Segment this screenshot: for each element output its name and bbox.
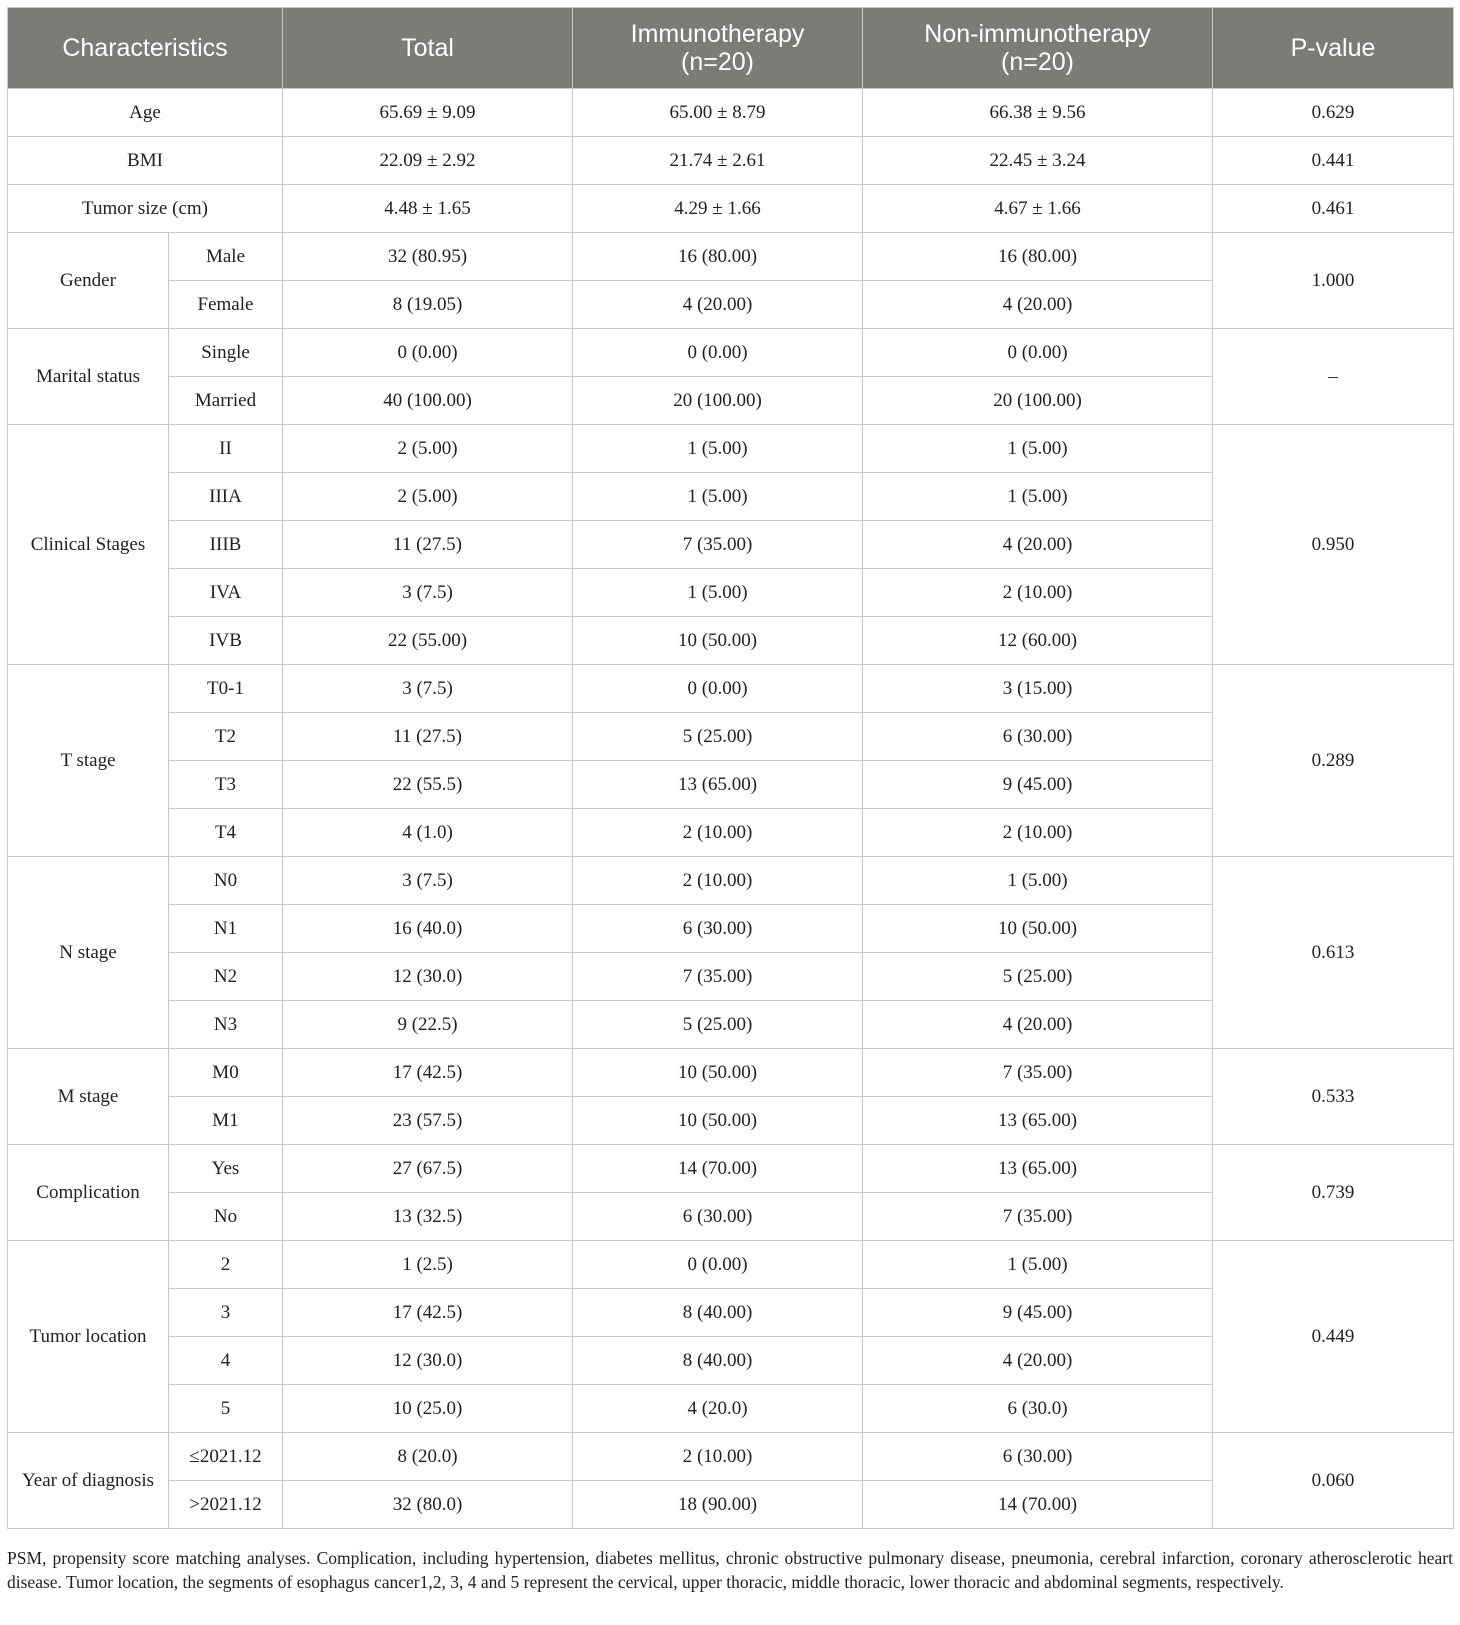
cell-non-immunotherapy: 4.67 ± 1.66 <box>863 185 1213 233</box>
cell-immunotherapy: 14 (70.00) <box>573 1145 863 1193</box>
cell-non-immunotherapy: 14 (70.00) <box>863 1481 1213 1529</box>
cell-immunotherapy: 18 (90.00) <box>573 1481 863 1529</box>
cell-p-value: 0.613 <box>1213 857 1454 1049</box>
cell-total: 8 (19.05) <box>283 281 573 329</box>
cell-p-value: 0.449 <box>1213 1241 1454 1433</box>
cell-immunotherapy: 13 (65.00) <box>573 761 863 809</box>
cell-non-immunotherapy: 2 (10.00) <box>863 809 1213 857</box>
subgroup-label: N1 <box>169 905 283 953</box>
group-label: Year of diagnosis <box>8 1433 169 1529</box>
subgroup-label: Married <box>169 377 283 425</box>
cell-immunotherapy: 7 (35.00) <box>573 953 863 1001</box>
cell-non-immunotherapy: 9 (45.00) <box>863 761 1213 809</box>
cell-immunotherapy: 21.74 ± 2.61 <box>573 137 863 185</box>
cell-total: 12 (30.0) <box>283 1337 573 1385</box>
cell-non-immunotherapy: 12 (60.00) <box>863 617 1213 665</box>
cell-non-immunotherapy: 4 (20.00) <box>863 1337 1213 1385</box>
cell-non-immunotherapy: 4 (20.00) <box>863 1001 1213 1049</box>
cell-total: 32 (80.95) <box>283 233 573 281</box>
cell-non-immunotherapy: 13 (65.00) <box>863 1145 1213 1193</box>
group-label: Tumor location <box>8 1241 169 1433</box>
header-non-immunotherapy-line1: Non-immunotherapy <box>924 20 1151 48</box>
subgroup-label: Female <box>169 281 283 329</box>
subgroup-label: N2 <box>169 953 283 1001</box>
cell-total: 12 (30.0) <box>283 953 573 1001</box>
subgroup-label: T3 <box>169 761 283 809</box>
characteristics-table-container <box>7 7 1453 1529</box>
subgroup-label: ≤2021.12 <box>169 1433 283 1481</box>
subgroup-label: 4 <box>169 1337 283 1385</box>
header-non-immunotherapy-line2: (n=20) <box>1001 48 1074 76</box>
table-row <box>8 329 1454 377</box>
cell-non-immunotherapy: 4 (20.00) <box>863 521 1213 569</box>
group-label: Gender <box>8 233 169 329</box>
cell-immunotherapy: 6 (30.00) <box>573 905 863 953</box>
cell-immunotherapy: 5 (25.00) <box>573 1001 863 1049</box>
group-label: T stage <box>8 665 169 857</box>
subgroup-label: IVA <box>169 569 283 617</box>
cell-p-value: 0.739 <box>1213 1145 1454 1241</box>
cell-p-value: 0.950 <box>1213 425 1454 665</box>
cell-immunotherapy: 4 (20.00) <box>573 281 863 329</box>
cell-total: 17 (42.5) <box>283 1049 573 1097</box>
cell-total: 4 (1.0) <box>283 809 573 857</box>
table-footnote: PSM, propensity score matching analyses. Complication, including hypertension, diabetes mellitus, chronic obstructive pulmonary disease, pneumonia, cerebral infarction, coronary atherosclerotic heart disease. Tumor location, the segments of esophagus cancer1,2, 3, 4 and 5 represent the cervical, upper thoracic, middle thoracic, lower thoracic and abdominal segments, respectively. <box>7 1548 1453 1592</box>
cell-total: 16 (40.0) <box>283 905 573 953</box>
header-row <box>8 8 1454 89</box>
subgroup-label: No <box>169 1193 283 1241</box>
cell-total: 9 (22.5) <box>283 1001 573 1049</box>
table-row <box>8 425 1454 473</box>
cell-non-immunotherapy: 22.45 ± 3.24 <box>863 137 1213 185</box>
cell-total: 8 (20.0) <box>283 1433 573 1481</box>
subgroup-label: 2 <box>169 1241 283 1289</box>
cell-p-value: 0.461 <box>1213 185 1454 233</box>
cell-total: 4.48 ± 1.65 <box>283 185 573 233</box>
cell-p-value: – <box>1213 329 1454 425</box>
subgroup-label: IIIA <box>169 473 283 521</box>
subgroup-label: II <box>169 425 283 473</box>
subgroup-label: Yes <box>169 1145 283 1193</box>
cell-immunotherapy: 10 (50.00) <box>573 617 863 665</box>
table-header <box>8 8 1454 89</box>
cell-non-immunotherapy: 1 (5.00) <box>863 857 1213 905</box>
cell-total: 10 (25.0) <box>283 1385 573 1433</box>
cell-total: 32 (80.0) <box>283 1481 573 1529</box>
cell-immunotherapy: 8 (40.00) <box>573 1289 863 1337</box>
subgroup-label: T4 <box>169 809 283 857</box>
cell-immunotherapy: 8 (40.00) <box>573 1337 863 1385</box>
header-immunotherapy-line1: Immunotherapy <box>630 20 805 48</box>
cell-immunotherapy: 10 (50.00) <box>573 1049 863 1097</box>
cell-immunotherapy: 65.00 ± 8.79 <box>573 89 863 137</box>
cell-total: 3 (7.5) <box>283 665 573 713</box>
subgroup-label: M1 <box>169 1097 283 1145</box>
cell-non-immunotherapy: 1 (5.00) <box>863 425 1213 473</box>
cell-p-value: 0.289 <box>1213 665 1454 857</box>
subgroup-label: 5 <box>169 1385 283 1433</box>
cell-non-immunotherapy: 3 (15.00) <box>863 665 1213 713</box>
subgroup-label: Single <box>169 329 283 377</box>
subgroup-label: T2 <box>169 713 283 761</box>
table-row <box>8 1145 1454 1193</box>
cell-non-immunotherapy: 2 (10.00) <box>863 569 1213 617</box>
table-row <box>8 1241 1454 1289</box>
cell-non-immunotherapy: 7 (35.00) <box>863 1049 1213 1097</box>
subgroup-label: 3 <box>169 1289 283 1337</box>
cell-immunotherapy: 0 (0.00) <box>573 1241 863 1289</box>
cell-total: 27 (67.5) <box>283 1145 573 1193</box>
header-total: Total <box>283 8 573 89</box>
cell-total: 2 (5.00) <box>283 425 573 473</box>
cell-immunotherapy: 16 (80.00) <box>573 233 863 281</box>
cell-immunotherapy: 1 (5.00) <box>573 569 863 617</box>
cell-non-immunotherapy: 1 (5.00) <box>863 1241 1213 1289</box>
cell-non-immunotherapy: 10 (50.00) <box>863 905 1213 953</box>
cell-p-value: 0.533 <box>1213 1049 1454 1145</box>
cell-total: 13 (32.5) <box>283 1193 573 1241</box>
group-label: M stage <box>8 1049 169 1145</box>
cell-non-immunotherapy: 6 (30.0) <box>863 1385 1213 1433</box>
cell-immunotherapy: 6 (30.00) <box>573 1193 863 1241</box>
table-row <box>8 89 1454 137</box>
cell-non-immunotherapy: 6 (30.00) <box>863 713 1213 761</box>
cell-p-value: 0.060 <box>1213 1433 1454 1529</box>
cell-total: 22 (55.5) <box>283 761 573 809</box>
cell-non-immunotherapy: 5 (25.00) <box>863 953 1213 1001</box>
cell-non-immunotherapy: 66.38 ± 9.56 <box>863 89 1213 137</box>
table-body <box>8 89 1454 1529</box>
cell-non-immunotherapy: 0 (0.00) <box>863 329 1213 377</box>
table-row <box>8 185 1454 233</box>
cell-p-value: 0.629 <box>1213 89 1454 137</box>
cell-total: 22 (55.00) <box>283 617 573 665</box>
cell-non-immunotherapy: 4 (20.00) <box>863 281 1213 329</box>
cell-immunotherapy: 5 (25.00) <box>573 713 863 761</box>
cell-immunotherapy: 10 (50.00) <box>573 1097 863 1145</box>
header-characteristics: Characteristics <box>8 8 283 89</box>
cell-immunotherapy: 2 (10.00) <box>573 1433 863 1481</box>
cell-immunotherapy: 1 (5.00) <box>573 473 863 521</box>
cell-non-immunotherapy: 13 (65.00) <box>863 1097 1213 1145</box>
cell-non-immunotherapy: 20 (100.00) <box>863 377 1213 425</box>
subgroup-label: N3 <box>169 1001 283 1049</box>
cell-total: 11 (27.5) <box>283 713 573 761</box>
table-row <box>8 857 1454 905</box>
cell-total: 2 (5.00) <box>283 473 573 521</box>
table-row <box>8 137 1454 185</box>
cell-total: 40 (100.00) <box>283 377 573 425</box>
table-row <box>8 665 1454 713</box>
row-label: Tumor size (cm) <box>8 185 283 233</box>
cell-immunotherapy: 0 (0.00) <box>573 665 863 713</box>
cell-p-value: 0.441 <box>1213 137 1454 185</box>
cell-immunotherapy: 4 (20.0) <box>573 1385 863 1433</box>
table-row <box>8 1049 1454 1097</box>
group-label: N stage <box>8 857 169 1049</box>
cell-immunotherapy: 20 (100.00) <box>573 377 863 425</box>
cell-non-immunotherapy: 9 (45.00) <box>863 1289 1213 1337</box>
cell-total: 1 (2.5) <box>283 1241 573 1289</box>
subgroup-label: N0 <box>169 857 283 905</box>
subgroup-label: T0-1 <box>169 665 283 713</box>
cell-immunotherapy: 2 (10.00) <box>573 809 863 857</box>
cell-p-value: 1.000 <box>1213 233 1454 329</box>
characteristics-table <box>7 7 1454 1529</box>
table-row <box>8 233 1454 281</box>
cell-non-immunotherapy: 16 (80.00) <box>863 233 1213 281</box>
cell-total: 3 (7.5) <box>283 569 573 617</box>
header-immunotherapy <box>573 8 863 89</box>
header-immunotherapy-line2: (n=20) <box>681 48 754 76</box>
cell-non-immunotherapy: 6 (30.00) <box>863 1433 1213 1481</box>
cell-non-immunotherapy: 7 (35.00) <box>863 1193 1213 1241</box>
subgroup-label: Male <box>169 233 283 281</box>
cell-total: 65.69 ± 9.09 <box>283 89 573 137</box>
group-label: Complication <box>8 1145 169 1241</box>
cell-total: 11 (27.5) <box>283 521 573 569</box>
subgroup-label: M0 <box>169 1049 283 1097</box>
subgroup-label: >2021.12 <box>169 1481 283 1529</box>
subgroup-label: IIIB <box>169 521 283 569</box>
cell-total: 3 (7.5) <box>283 857 573 905</box>
cell-total: 22.09 ± 2.92 <box>283 137 573 185</box>
cell-immunotherapy: 4.29 ± 1.66 <box>573 185 863 233</box>
cell-total: 23 (57.5) <box>283 1097 573 1145</box>
cell-immunotherapy: 7 (35.00) <box>573 521 863 569</box>
group-label: Marital status <box>8 329 169 425</box>
header-p-value: P-value <box>1213 8 1454 89</box>
group-label: Clinical Stages <box>8 425 169 665</box>
cell-immunotherapy: 0 (0.00) <box>573 329 863 377</box>
cell-total: 0 (0.00) <box>283 329 573 377</box>
table-row <box>8 1433 1454 1481</box>
cell-non-immunotherapy: 1 (5.00) <box>863 473 1213 521</box>
row-label: BMI <box>8 137 283 185</box>
row-label: Age <box>8 89 283 137</box>
subgroup-label: IVB <box>169 617 283 665</box>
cell-immunotherapy: 2 (10.00) <box>573 857 863 905</box>
cell-total: 17 (42.5) <box>283 1289 573 1337</box>
cell-immunotherapy: 1 (5.00) <box>573 425 863 473</box>
header-non-immunotherapy <box>863 8 1213 89</box>
